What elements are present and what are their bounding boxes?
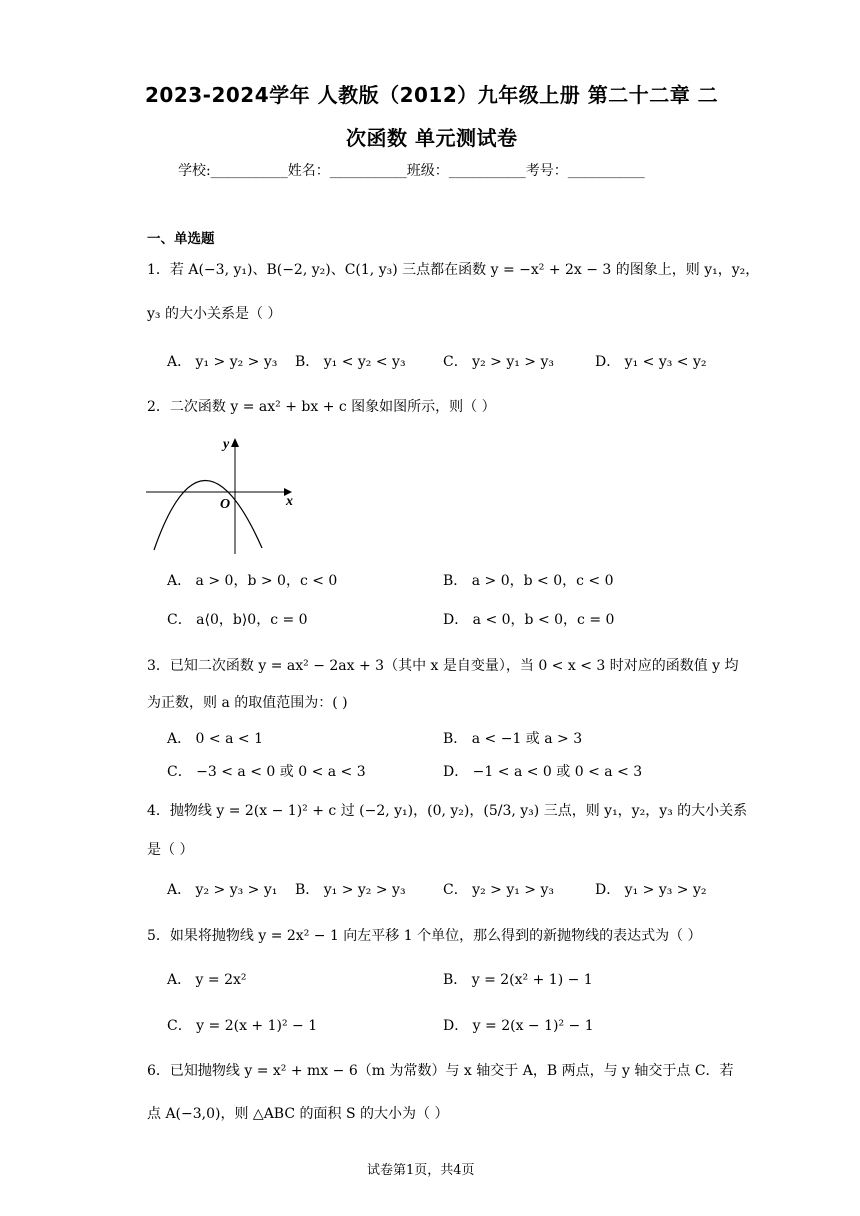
q4-stem-line1: 4．抛物线 y = 2(x − 1)² + c 过 (−2, y₁)，(0, y₂)，(5/3, y₃) 三点，则 y₁，y₂，y₃ 的大小关系 (147, 803, 748, 819)
q1-option-a: A． y₁ > y₂ > y₃ (167, 354, 278, 370)
q3-option-a: A． 0 < a < 1 (167, 731, 263, 747)
origin-label: O (220, 497, 231, 512)
q5-option-c: C． y = 2(x + 1)² − 1 (167, 1018, 318, 1034)
section-title: 一、单选题 (147, 231, 215, 247)
q5-option-a: A． y = 2x² (167, 972, 247, 988)
q5-option-b: B． y = 2(x² + 1) − 1 (443, 972, 593, 988)
q1-stem-line2: y₃ 的大小关系是（ ） (147, 306, 282, 322)
parabola-graph (142, 432, 302, 558)
exam-title-line2: 次函数 单元测试卷 (346, 126, 518, 150)
q2-option-c: C． a⟨0，b⟩0，c = 0 (167, 612, 308, 628)
q2-option-b: B． a > 0，b < 0，c < 0 (443, 573, 614, 589)
q5-option-d: D． y = 2(x − 1)² − 1 (443, 1018, 594, 1034)
q5-stem-line1: 5．如果将抛物线 y = 2x² − 1 向左平移 1 个单位，那么得到的新抛物线的表达式为（ ） (147, 928, 702, 944)
q4-stem-line2: 是（ ） (147, 842, 194, 858)
q2-option-d: D． a < 0，b < 0，c = 0 (443, 612, 615, 628)
y-axis-label: y (223, 437, 230, 452)
q4-option-c: C． y₂ > y₁ > y₃ (443, 882, 554, 898)
q3-option-b: B． a < −1 或 a > 3 (443, 731, 583, 747)
q1-option-b: B． y₁ < y₂ < y₃ (295, 354, 406, 370)
q6-stem-line1: 6．已知抛物线 y = x² + mx − 6（m 为常数）与 x 轴交于 A，B 两点，与 y 轴交于点 C．若 (147, 1063, 734, 1079)
x-axis-label: x (286, 494, 293, 509)
q3-option-d: D． −1 < a < 0 或 0 < a < 3 (443, 764, 643, 780)
q3-stem-line2: 为正数，则 a 的取值范围为：( ) (147, 695, 348, 711)
parabola-curve (154, 480, 262, 550)
q4-option-a: A． y₂ > y₃ > y₁ (167, 882, 278, 898)
q3-stem-line1: 3．已知二次函数 y = ax² − 2ax + 3（其中 x 是自变量），当 0 < x < 3 时对应的函数值 y 均 (147, 658, 739, 674)
q1-option-d: D． y₁ < y₃ < y₂ (595, 354, 707, 370)
q1-option-c: C． y₂ > y₁ > y₃ (443, 354, 554, 370)
y-axis-arrow (231, 438, 239, 447)
q4-option-d: D． y₁ > y₃ > y₂ (595, 882, 707, 898)
student-info-line: 学校:___________姓名：___________班级：___________考号：___________ (178, 163, 645, 179)
q4-option-b: B． y₁ > y₂ > y₃ (295, 882, 406, 898)
page-footer: 试卷第1页，共4页 (367, 1163, 475, 1178)
q2-option-a: A． a > 0，b > 0，c < 0 (167, 573, 338, 589)
q1-stem-line1: 1．若 A(−3, y₁)、B(−2, y₂)、C(1, y₃) 三点都在函数 y = −x² + 2x − 3 的图象上，则 y₁，y₂， (147, 262, 760, 278)
q6-stem-line2: 点 A(−3,0)，则 △ABC 的面积 S 的大小为（ ） (147, 1106, 449, 1122)
q3-option-c: C． −3 < a < 0 或 0 < a < 3 (167, 764, 366, 780)
exam-title-line1: 2023-2024学年 人教版（2012）九年级上册 第二十二章 二 (145, 83, 719, 107)
q2-stem-line1: 2．二次函数 y = ax² + bx + c 图象如图所示，则（ ） (147, 399, 496, 415)
